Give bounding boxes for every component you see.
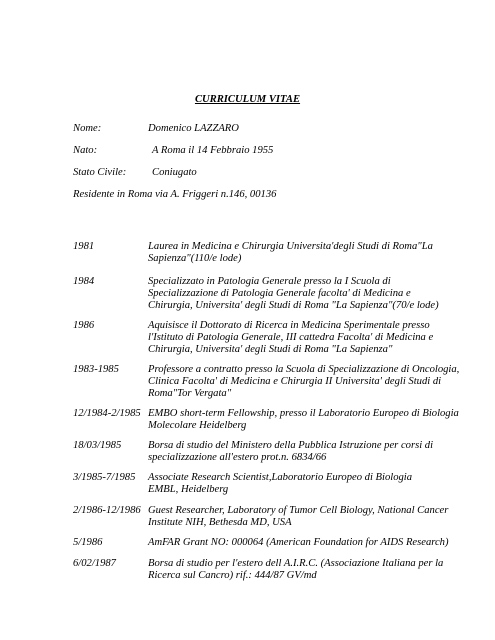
- document-title: CURRICULUM VITAE: [194, 94, 301, 105]
- entry-description: [148, 440, 473, 464]
- entry-line: Clinica Facolta' di Medicina e Chirurgia II Universita' degli Studi di: [148, 376, 442, 387]
- nome-label: Nome:: [73, 123, 102, 134]
- entry-line: Laurea in Medicina e Chirurgia Universita'degli Studi di Roma"La: [148, 241, 433, 252]
- entry-line: Chirurgia, Universita' degli Studi di Roma "La Sapienza"(70/e lode): [148, 300, 439, 311]
- nato-label: Nato:: [73, 145, 98, 156]
- stato-civile-value: Coniugato: [152, 167, 197, 178]
- residenza-line: Residente in Roma via A. Friggeri n.146, 00136: [73, 189, 277, 200]
- entry-description: [148, 320, 473, 356]
- entry-line: Borsa di studio per l'estero dell A.I.R.C. (Associazione Italiana per la: [148, 558, 444, 569]
- entry-date: 1984: [73, 276, 95, 287]
- entry-line: EMBL, Heidelberg: [148, 484, 229, 495]
- entry-line: Ricerca sul Cancro) rif.: 444/87 GV/md: [148, 570, 317, 581]
- entry-description: [148, 472, 473, 496]
- entry-date: 2/1986-12/1986: [73, 505, 141, 516]
- nome-value: Domenico LAZZARO: [148, 123, 239, 134]
- entry-line: Molecolare Heidelberg: [148, 420, 247, 431]
- entry-line: Aquisisce il Dottorato di Ricerca in Medicina Sperimentale presso: [148, 320, 430, 331]
- entry-description: [148, 364, 473, 400]
- entry-date: 1986: [73, 320, 95, 331]
- entry-line: l'Istituto di Patologia Generale, III cattedra Facolta' di Medicina e: [148, 332, 434, 343]
- entry-date: 1981: [73, 241, 95, 252]
- entry-line: Chirurgia, Universita' degli Studi di Roma "La Sapienza": [148, 344, 393, 355]
- entry-line: Specializzato in Patologia Generale presso la I Scuola di: [148, 276, 391, 287]
- entry-line: Roma"Tor Vergata": [148, 388, 232, 399]
- entry-line: Borsa di studio del Ministero della Pubblica Istruzione per corsi di: [148, 440, 434, 451]
- entry-line: Sapienza"(110/e lode): [148, 253, 242, 264]
- entry-line: Institute NIH, Bethesda MD, USA: [148, 517, 292, 528]
- entry-description: [148, 505, 473, 529]
- nato-value: A Roma il 14 Febbraio 1955: [152, 145, 274, 156]
- entry-date: 18/03/1985: [73, 440, 122, 451]
- stato-civile-label: Stato Civile:: [73, 167, 127, 178]
- entry-date: 5/1986: [73, 537, 103, 548]
- entry-description: [148, 276, 473, 312]
- entry-line: specializzazione all'estero prot.n. 6834/66: [148, 452, 327, 463]
- entry-line: Professore a contratto presso la Scuola di Specializzazione di Oncologia,: [148, 364, 460, 375]
- entry-description: [148, 558, 473, 582]
- entry-date: 6/02/1987: [73, 558, 116, 569]
- entry-line: EMBO short-term Fellowship, presso il Laboratorio Europeo di Biologia: [148, 408, 459, 419]
- entry-description: [148, 241, 473, 265]
- entry-date: 12/1984-2/1985: [73, 408, 141, 419]
- entry-line: Guest Researcher, Laboratory of Tumor Cell Biology, National Cancer: [148, 505, 449, 516]
- entry-description: [148, 537, 473, 549]
- entry-line: Associate Research Scientist,Laboratorio Europeo di Biologia: [148, 472, 413, 483]
- entry-line: AmFAR Grant NO: 000064 (American Foundation for AIDS Research): [148, 537, 449, 548]
- entry-line: Specializzazione di Patologia Generale facolta' di Medicina e: [148, 288, 411, 299]
- entry-description: [148, 408, 473, 432]
- entry-date: 1983-1985: [73, 364, 119, 375]
- entry-date: 3/1985-7/1985: [73, 472, 136, 483]
